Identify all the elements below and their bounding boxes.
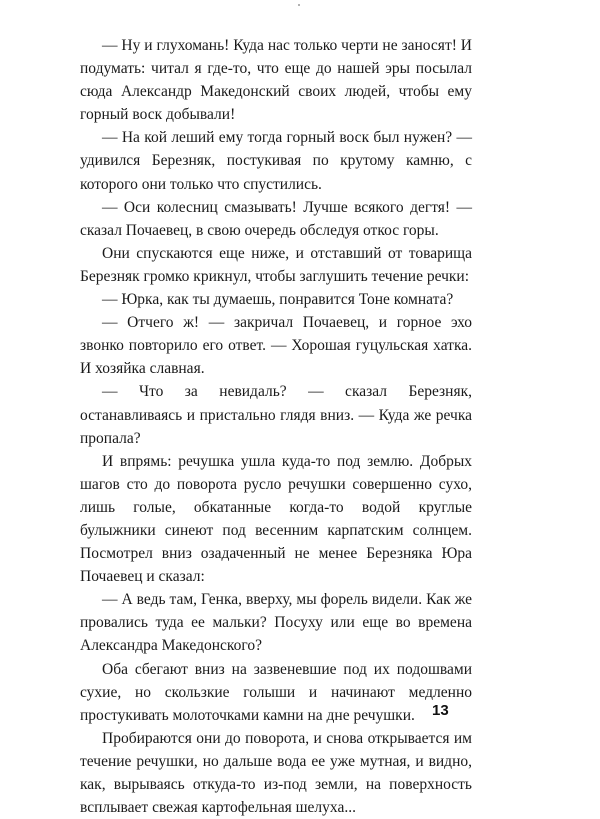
paragraph-10: Оба сбегают вниз на зазвеневшие под их подошвами сухие, но скользкие голыши и начинают медленно простукивать молоточками камни на дне речушки. [80, 660, 472, 724]
paragraph-2: — На кой леший ему тогда горный воск был нужен? — удивился Березняк, постукивая по крутому камню, с которого они только что спустились. [80, 129, 472, 193]
paragraph-7: — Что за невидаль? — сказал Березняк, останавливаясь и пристально глядя вниз. — Куда же речка пропала? [80, 383, 472, 447]
paragraph-3: — Оси колесниц смазывать! Лучше всякого дегтя! — сказал Почаевец, в свою очередь обследуя откос горы. [80, 198, 472, 239]
paragraph-4: Они спускаются еще ниже, и отставший от товарища Березняк громко крикнул, чтобы заглушить течение речки: [80, 244, 472, 285]
paragraph-1: — Ну и глухомань! Куда нас только черти не заносят! И подумать: читал я где-то, что еще до нашей эры посылал сюда Александр Македонский своих людей, чтобы ему горный воск добывали! [80, 37, 472, 124]
page-number: 13 [432, 702, 449, 719]
paragraph-8: И впрямь: речушка ушла куда-то под землю. Добрых шагов сто до поворота русло речушки совершенно сухо, лишь голые, обкатанные когда-то водой круглые булыжники синеют под весенним карпатским солнцем. Посмотрел вниз озадаченный не менее Березняка Юра Почаевец и сказал: [80, 452, 472, 586]
scan-speck [298, 4, 300, 6]
paragraph-11: Пробираются они до поворота, и снова открывается им течение речушки, но дальше вода ее уже мутная, и видно, как, вырываясь откуда-то из-под земли, на поверхность всплывает свежая картофельная шелуха... [80, 729, 472, 817]
paragraph-5: — Юрка, как ты думаешь, понравится Тоне комната? [102, 291, 454, 309]
body-text [80, 34, 472, 819]
paragraph-6: — Отчего ж! — закричал Почаевец, и горное эхо звонко повторило его ответ. — Хорошая гуцульская хатка. И хозяйка славная. [80, 314, 472, 378]
paragraph-9: — А ведь там, Генка, вверху, мы форель видели. Как же провались туда ее мальки? Посуху или еще во времена Александра Македонского? [80, 591, 472, 655]
